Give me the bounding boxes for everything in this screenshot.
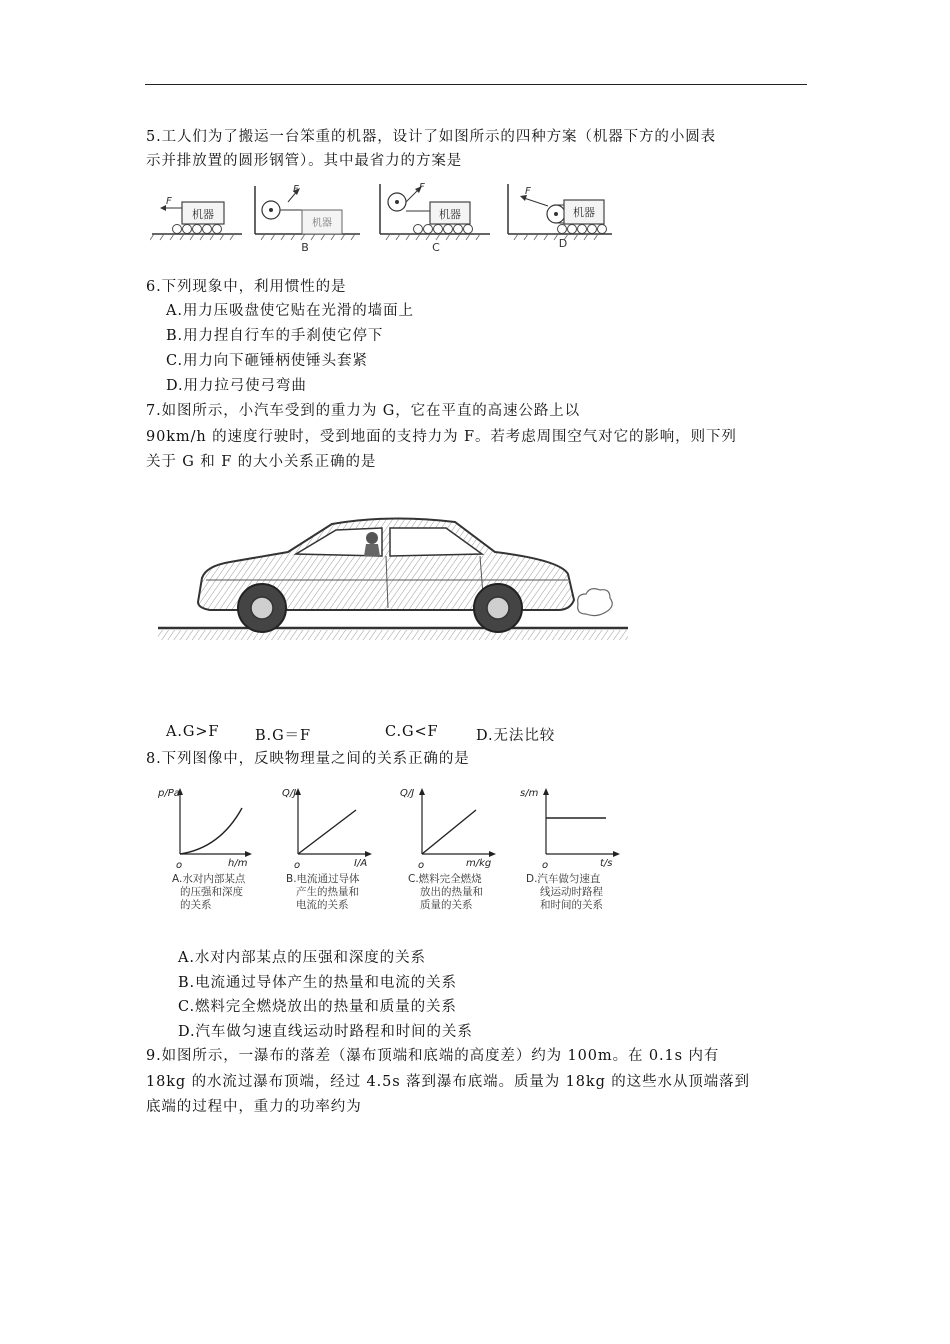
q8-option-c: C.燃料完全燃烧放出的热量和质量的关系 <box>178 999 457 1015</box>
q6-option-d: D.用力拉弓使弓弯曲 <box>166 378 307 394</box>
q8-c-caption-2: 放出的热量和 <box>420 886 483 898</box>
q5-c-panel-label: C <box>432 241 440 254</box>
q9-stem-line3: 底端的过程中，重力的功率约为 <box>146 1099 362 1115</box>
q5-d-panel-label: D <box>558 237 568 250</box>
q8-d-caption-1: D.汽车做匀速直 <box>526 873 601 885</box>
q8-c-ylabel: Q/J <box>400 788 415 799</box>
q8-c-caption-1: C.燃料完全燃烧 <box>408 873 482 885</box>
q8-d-caption-2: 线运动时路程 <box>540 886 603 898</box>
q8-option-b: B.电流通过导体产生的热量和电流的关系 <box>178 975 457 991</box>
q8-d-xlabel: t/s <box>600 858 613 869</box>
q8-a-caption-1: A.水对内部某点 <box>172 873 246 885</box>
q8-b-ylabel: Q/J <box>282 788 297 799</box>
q8-a-origin: o <box>176 860 183 871</box>
q8-d-caption-3: 和时间的关系 <box>540 899 603 911</box>
q5-stem-line1: 5.工人们为了搬运一台笨重的机器，设计了如图所示的四种方案（机器下方的小圆表 <box>146 129 717 145</box>
q5-panel-b <box>255 184 360 254</box>
q5-d-machine-label: 机器 <box>573 206 595 219</box>
q7-option-b: B.G＝F <box>255 728 311 744</box>
q5-b-panel-label: B <box>301 241 309 254</box>
q8-a-caption-2: 的压强和深度 <box>180 886 243 898</box>
q6-stem: 6.下列现象中，利用惯性的是 <box>146 279 347 295</box>
q8-graph-d <box>520 788 620 911</box>
q8-option-d: D.汽车做匀速直线运动时路程和时间的关系 <box>178 1024 473 1040</box>
q5-a-machine-label: 机器 <box>192 208 214 221</box>
q8-c-xlabel: m/kg <box>466 858 492 869</box>
q8-b-origin: o <box>294 860 301 871</box>
q7-option-a: A.G>F <box>166 724 220 740</box>
q8-graph-c <box>400 788 496 911</box>
q5-a-force-label: F <box>166 196 172 207</box>
q5-c-machine-label: 机器 <box>439 208 461 221</box>
q7-stem-line3: 关于 G 和 F 的大小关系正确的是 <box>146 454 377 470</box>
q8-a-xlabel: h/m <box>228 858 248 869</box>
q5-b-machine-label: 机器 <box>312 218 332 229</box>
header-rule <box>145 84 807 85</box>
q8-d-origin: o <box>542 860 549 871</box>
q8-a-ylabel: p/Pa <box>158 788 180 799</box>
q5-panel-d <box>508 184 612 250</box>
q7-stem-line1: 7.如图所示，小汽车受到的重力为 G，它在平直的高速公路上以 <box>146 403 581 419</box>
q5-c-force-label: F <box>419 182 425 193</box>
q6-option-b: B.用力捏自行车的手刹使它停下 <box>166 328 384 344</box>
q6-option-a: A.用力压吸盘使它贴在光滑的墙面上 <box>166 303 414 319</box>
q8-graph-b <box>282 788 372 911</box>
q5-stem-line2: 示并排放置的圆形钢管）。其中最省力的方案是 <box>146 153 463 169</box>
q8-c-origin: o <box>418 860 425 871</box>
q8-graph-a <box>157 788 252 911</box>
q5-b-force-label: F <box>293 184 299 195</box>
q7-car-figure <box>150 508 640 658</box>
q8-a-caption-3: 的关系 <box>180 899 212 911</box>
q8-stem: 8.下列图像中，反映物理量之间的关系正确的是 <box>146 751 470 767</box>
q8-b-caption-2: 产生的热量和 <box>296 886 359 898</box>
q5-figure <box>150 178 620 258</box>
q9-stem-line1: 9.如图所示，一瀑布的落差（瀑布顶端和底端的高度差）约为 100m。在 0.1s 内有 <box>146 1048 720 1064</box>
q8-d-ylabel: s/m <box>520 788 539 799</box>
q6-option-c: C.用力向下砸锤柄使锤头套紧 <box>166 353 368 369</box>
q5-d-force-label: F <box>525 186 531 197</box>
q7-option-d: D.无法比较 <box>476 728 556 744</box>
q8-b-caption-1: B.电流通过导体 <box>286 873 360 885</box>
q8-graphs-figure <box>150 782 630 922</box>
q5-panel-c <box>380 182 490 254</box>
q7-option-c: C.G<F <box>385 724 439 740</box>
q8-c-caption-3: 质量的关系 <box>420 899 473 911</box>
q8-b-caption-3: 电流的关系 <box>296 899 349 911</box>
q9-stem-line2: 18kg 的水流过瀑布顶端，经过 4.5s 落到瀑布底端。质量为 18kg 的这些水从顶端落到 <box>146 1074 750 1090</box>
q8-b-xlabel: I/A <box>354 858 368 869</box>
q5-panel-a <box>150 196 242 240</box>
exhaust-puff <box>578 589 613 616</box>
q7-stem-line2: 90km/h 的速度行驶时，受到地面的支持力为 F。若考虑周围空气对它的影响，则下列 <box>146 429 737 445</box>
q8-option-a: A.水对内部某点的压强和深度的关系 <box>178 950 426 966</box>
